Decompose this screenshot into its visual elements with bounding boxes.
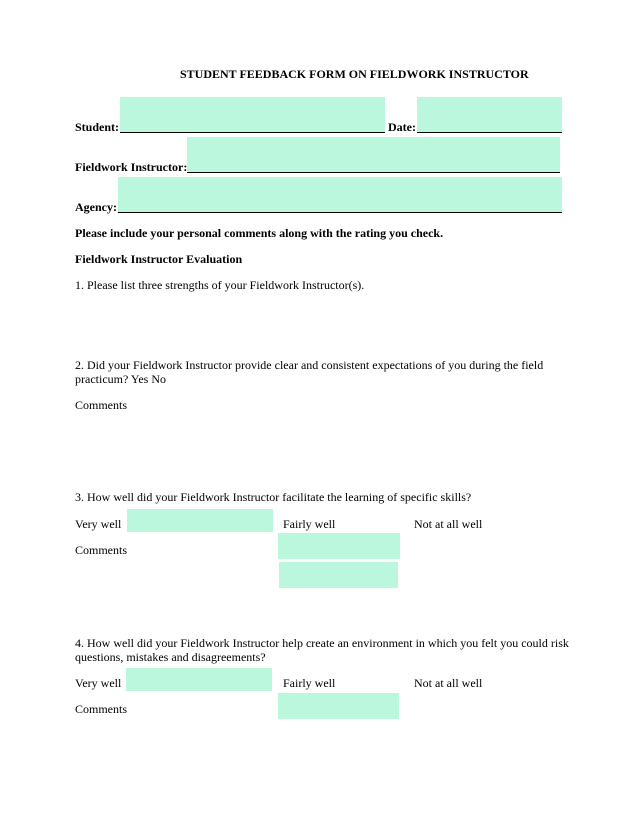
fieldwork-instructor-label: Fieldwork Instructor: xyxy=(75,160,188,174)
question-2-line-2: practicum? Yes No xyxy=(75,372,166,386)
date-underline xyxy=(417,132,562,133)
question-3: 3. How well did your Fieldwork Instructor facilitate the learning of specific skills? xyxy=(75,490,472,504)
question-2-comments-label: Comments xyxy=(75,398,128,412)
question-3-comments-label: Comments xyxy=(75,543,128,557)
q4-not-at-all-well-label: Not at all well xyxy=(414,676,483,690)
q4-very-well-label: Very well xyxy=(75,676,122,690)
date-field[interactable] xyxy=(417,97,562,132)
q3-not-at-all-well-label: Not at all well xyxy=(414,517,483,531)
question-4-line-1: 4. How well did your Fieldwork Instructor help create an environment in which you felt you could risk xyxy=(75,636,569,650)
student-underline xyxy=(120,132,385,133)
form-title: STUDENT FEEDBACK FORM ON FIELDWORK INSTRUCTOR xyxy=(180,67,529,81)
question-4-comments-label: Comments xyxy=(75,702,128,716)
q3-fairly-well-label: Fairly well xyxy=(283,517,336,531)
student-field[interactable] xyxy=(120,97,385,132)
q4-fairly-well-label: Fairly well xyxy=(283,676,336,690)
agency-field[interactable] xyxy=(118,177,562,212)
student-label: Student: xyxy=(75,120,120,134)
agency-label: Agency: xyxy=(75,200,117,214)
agency-underline xyxy=(118,212,562,213)
q4-very-well-field[interactable] xyxy=(126,668,272,691)
question-4-line-2: questions, mistakes and disagreements? xyxy=(75,650,266,664)
fieldwork-instructor-underline xyxy=(187,172,560,173)
q3-comments-field-1[interactable] xyxy=(278,533,400,559)
q3-very-well-label: Very well xyxy=(75,517,122,531)
q3-comments-field-2[interactable] xyxy=(279,562,398,588)
fieldwork-instructor-field[interactable] xyxy=(187,137,560,172)
q3-very-well-field[interactable] xyxy=(127,509,273,532)
q4-comments-field[interactable] xyxy=(278,693,399,719)
instructions-note: Please include your personal comments along with the rating you check. xyxy=(75,226,444,240)
question-1: 1. Please list three strengths of your Fieldwork Instructor(s). xyxy=(75,278,365,292)
question-2-line-1: 2. Did your Fieldwork Instructor provide clear and consistent expectations of you during the field xyxy=(75,358,544,372)
section-heading: Fieldwork Instructor Evaluation xyxy=(75,252,243,266)
date-label: Date: xyxy=(388,120,416,134)
